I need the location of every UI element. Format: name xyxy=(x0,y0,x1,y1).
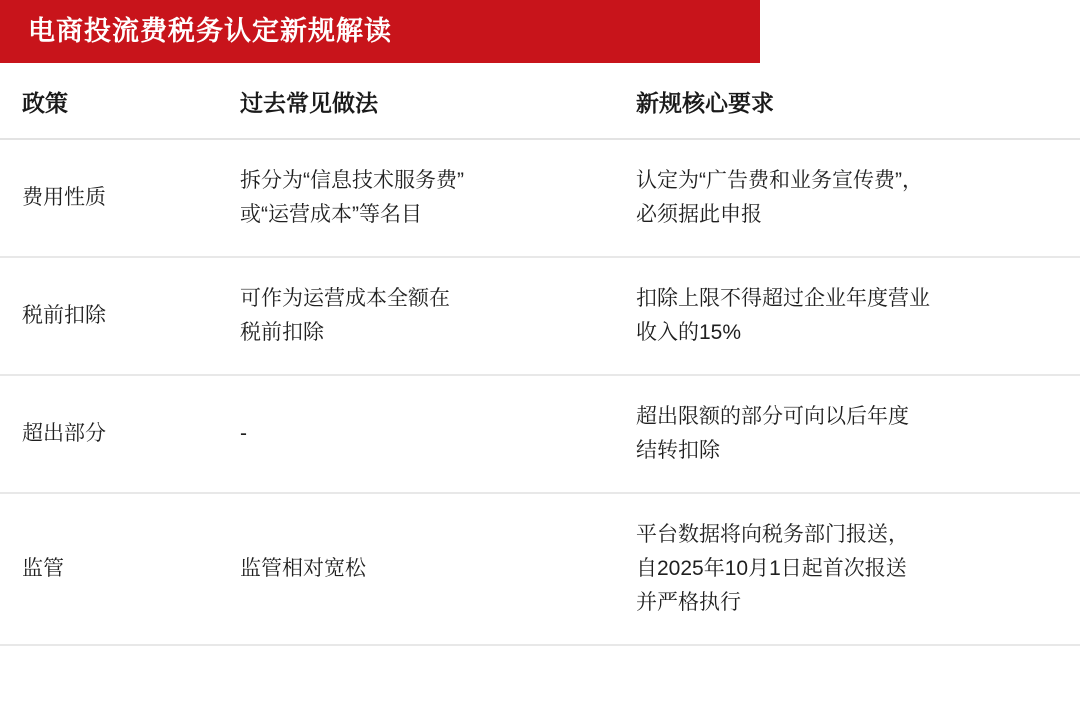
table-body xyxy=(0,139,1080,645)
cell-past-practice xyxy=(218,257,614,375)
cell-text-line: 可作为运营成本全额在 xyxy=(240,287,450,311)
cell-new-requirement xyxy=(614,257,1080,375)
cell-policy: 费用性质 xyxy=(0,139,218,257)
cell-text-line: 或“运营成本”等名目 xyxy=(240,203,422,227)
cell-new-requirement xyxy=(614,493,1080,645)
document-title-bar xyxy=(0,0,760,63)
cell-text-line: 结转扣除 xyxy=(636,439,720,463)
cell-past-practice xyxy=(218,375,614,493)
column-header-policy: 政策 xyxy=(0,63,218,139)
cell-past-practice xyxy=(218,493,614,645)
table-header-row xyxy=(0,63,1080,139)
column-header-past-practice: 过去常见做法 xyxy=(218,63,614,139)
cell-text-line: 监管相对宽松 xyxy=(240,557,366,581)
cell-policy: 税前扣除 xyxy=(0,257,218,375)
cell-text-line: 扣除上限不得超过企业年度营业 xyxy=(636,287,930,311)
cell-policy: 监管 xyxy=(0,493,218,645)
policy-comparison-table xyxy=(0,63,1080,646)
cell-text-line: 自2025年10月1日起首次报送 xyxy=(636,557,907,581)
cell-text-line: 拆分为“信息技术服务费” xyxy=(240,169,464,192)
table-row xyxy=(0,139,1080,257)
table-row xyxy=(0,257,1080,375)
cell-text-line: 认定为“广告费和业务宣传费”， xyxy=(636,169,923,192)
cell-new-requirement xyxy=(614,375,1080,493)
table-header xyxy=(0,63,1080,139)
cell-past-practice xyxy=(218,139,614,257)
cell-policy: 超出部分 xyxy=(0,375,218,493)
cell-text-line: 必须据此申报 xyxy=(636,203,762,227)
table-row xyxy=(0,375,1080,493)
cell-text-line: 并严格执行 xyxy=(636,591,741,615)
column-header-new-requirement: 新规核心要求 xyxy=(614,63,1080,139)
cell-text-line: 收入的15% xyxy=(636,321,742,345)
page-title: 电商投流费税务认定新规解读 xyxy=(28,15,392,46)
cell-text-line: - xyxy=(240,422,247,446)
cell-text-line: 超出限额的部分可向以后年度 xyxy=(636,405,909,429)
cell-text-line: 税前扣除 xyxy=(240,321,324,345)
cell-new-requirement xyxy=(614,139,1080,257)
cell-text-line: 平台数据将向税务部门报送， xyxy=(636,523,909,547)
table-row xyxy=(0,493,1080,645)
